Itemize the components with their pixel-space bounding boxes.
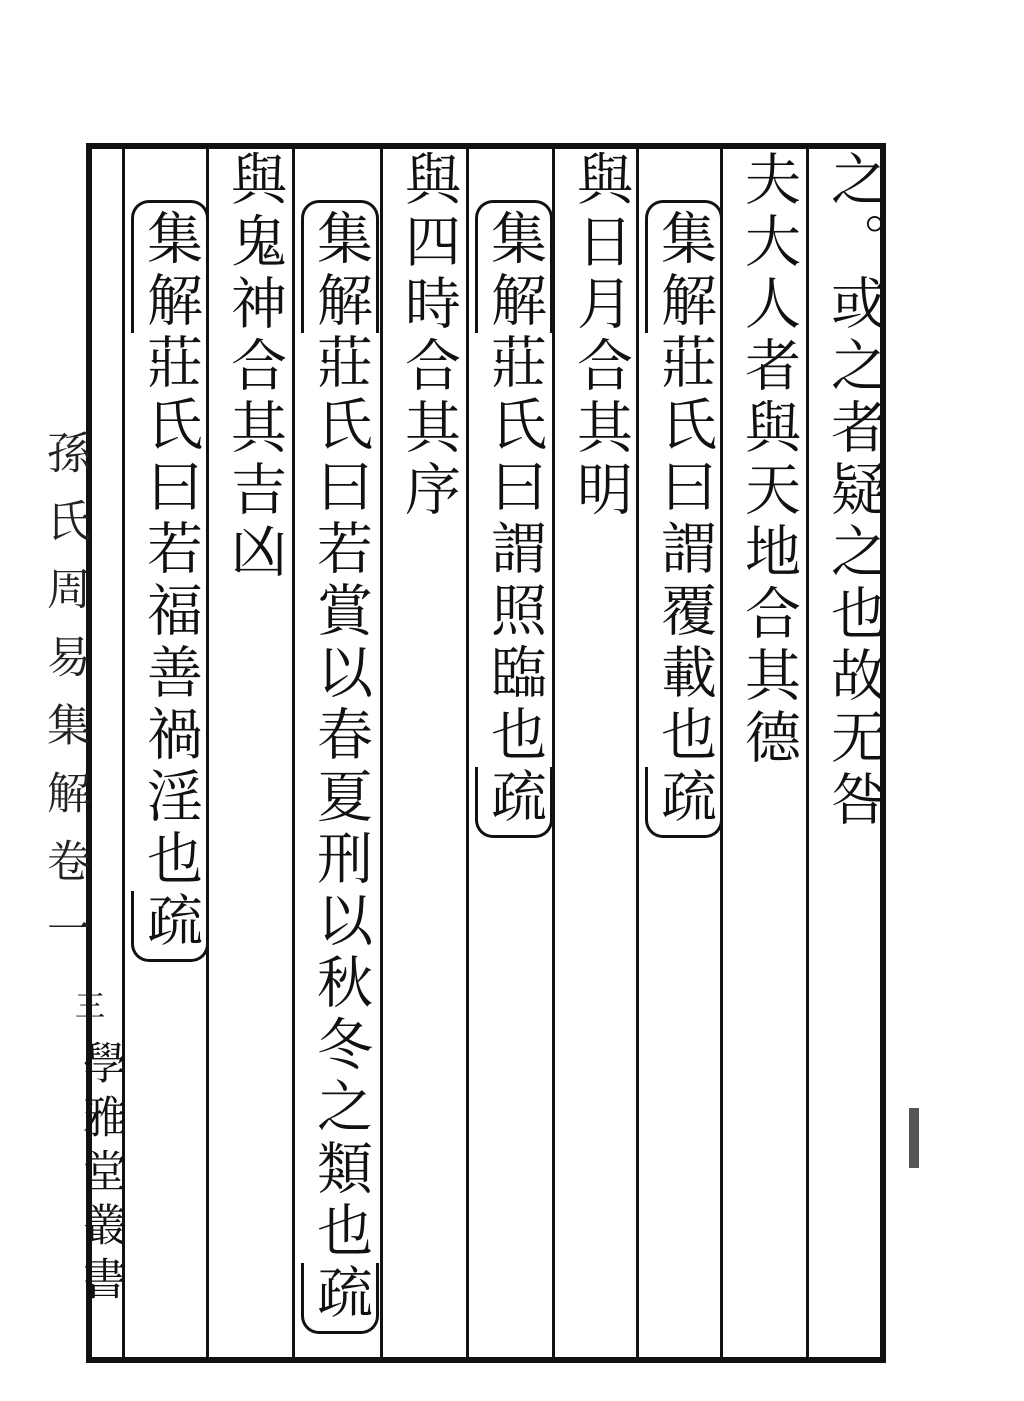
column-text: 莊氏曰若福善禍淫也 [138,333,203,891]
shu-tag: 疏 [301,1263,379,1334]
text-column-7 [300,200,380,1334]
library-imprint: 學雅堂叢書 [75,1040,126,1310]
column-text: 與日月合其明 [568,150,633,522]
jijie-tag: 集解 [301,200,379,333]
shu-tag: 疏 [645,767,723,838]
jijie-tag: 集解 [475,200,553,333]
column-text: 莊氏曰若賞以春夏刑以秋冬之類也 [308,333,373,1263]
column-text: 莊氏曰謂照臨也 [482,333,547,767]
text-column-3 [644,200,724,838]
text-column-8 [214,150,294,584]
column-text: 莊氏曰謂覆載也 [652,333,717,767]
shu-tag: 疏 [475,767,553,838]
column-text: 夫大人者與天地合其德 [736,150,801,770]
book-title: 孫氏周易集解卷一 [39,430,90,974]
column-rule [380,149,383,1357]
column-text: 與四時合其序 [396,150,461,522]
jijie-tag: 集解 [131,200,209,333]
text-column-5 [474,200,554,838]
text-column-4 [560,150,640,522]
text-column-6 [388,150,468,522]
text-column-1 [814,150,894,832]
column-text: 與鬼神合其吉凶 [222,150,287,584]
text-column-2 [728,150,808,770]
scan-artifact [905,1108,925,1168]
column-text: 之。或之者疑之也故无咎 [822,150,887,832]
jijie-tag: 集解 [645,200,723,333]
folio-number: 三 [69,990,104,1020]
text-column-9 [130,200,210,962]
shu-tag: 疏 [131,891,209,962]
